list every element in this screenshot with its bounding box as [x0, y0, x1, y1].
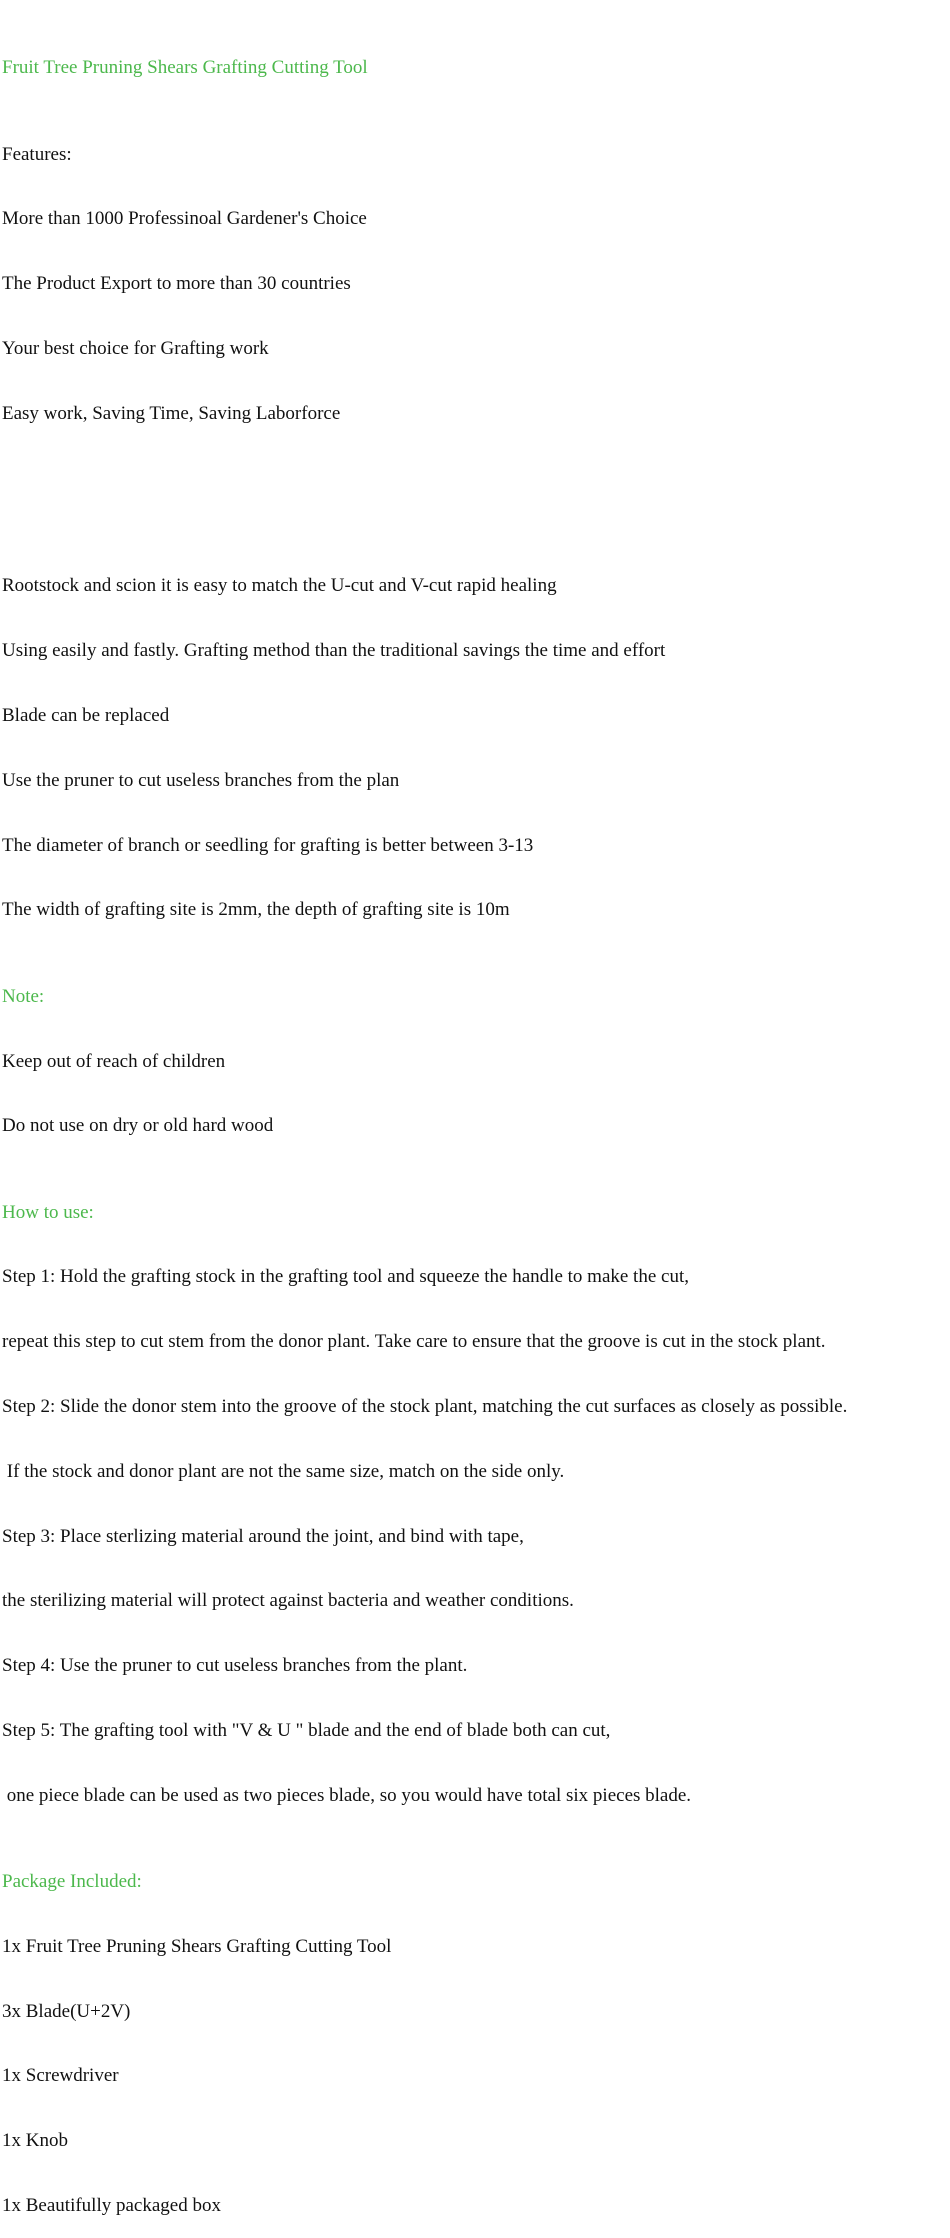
instruction-line: Step 3: Place sterlizing material around the joint, and bind with tape, [2, 1525, 524, 1547]
note-item: Do not use on dry or old hard wood [2, 1115, 274, 1137]
product-title: Fruit Tree Pruning Shears Grafting Cutting Tool [2, 57, 368, 79]
detail-item: The diameter of branch or seedling for grafting is better between 3-13 [2, 834, 534, 856]
instruction-line: the sterilizing material will protect against bacteria and weather conditions. [2, 1590, 574, 1612]
package-item: 1x Knob [2, 2130, 68, 2152]
package-item: 1x Beautifully packaged box [2, 2194, 221, 2216]
detail-item: Blade can be replaced [2, 705, 170, 726]
how-to-use-heading: How to use: [2, 1201, 94, 1223]
instruction-line: Step 1: Hold the grafting stock in the grafting tool and squeeze the handle to make the cut, [2, 1266, 689, 1288]
instruction-line: Step 2: Slide the donor stem into the groove of the stock plant, matching the cut surfaces as closely as possible. [2, 1396, 848, 1417]
detail-item: Use the pruner to cut useless branches from the plan [2, 769, 400, 791]
features-heading: Features: [2, 143, 72, 165]
detail-item: Using easily and fastly. Grafting method than the traditional savings the time and effort [2, 640, 666, 662]
package-heading: Package Included: [2, 1871, 142, 1893]
instruction-line: one piece blade can be used as two pieces blade, so you would have total six pieces blade. [2, 1784, 692, 1806]
instruction-line: repeat this step to cut stem from the donor plant. Take care to ensure that the groove is cut in the stock plant. [2, 1331, 826, 1353]
instruction-line: If the stock and donor plant are not the same size, match on the side only. [2, 1460, 565, 1482]
feature-item: Easy work, Saving Time, Saving Laborforce [2, 402, 341, 424]
feature-item: Your best choice for Grafting work [2, 337, 269, 359]
spacer [2, 489, 948, 511]
detail-item: Rootstock and scion it is easy to match the U-cut and V-cut rapid healing [2, 575, 557, 597]
instruction-line: Step 5: The grafting tool with "V & U " blade and the end of blade both can cut, [2, 1719, 611, 1741]
instruction-line: Step 4: Use the pruner to cut useless branches from the plant. [2, 1655, 468, 1677]
feature-item: More than 1000 Professinoal Gardener's Choice [2, 208, 367, 230]
package-item: 1x Fruit Tree Pruning Shears Grafting Cutting Tool [2, 1935, 392, 1957]
feature-item: The Product Export to more than 30 countries [2, 273, 351, 295]
product-description [2, 14, 948, 2238]
note-item: Keep out of reach of children [2, 1050, 226, 1072]
note-heading: Note: [2, 985, 45, 1007]
package-item: 3x Blade(U+2V) [2, 2000, 131, 2022]
detail-item: The width of grafting site is 2mm, the depth of grafting site is 10m [2, 899, 510, 921]
package-item: 1x Screwdriver [2, 2065, 119, 2087]
